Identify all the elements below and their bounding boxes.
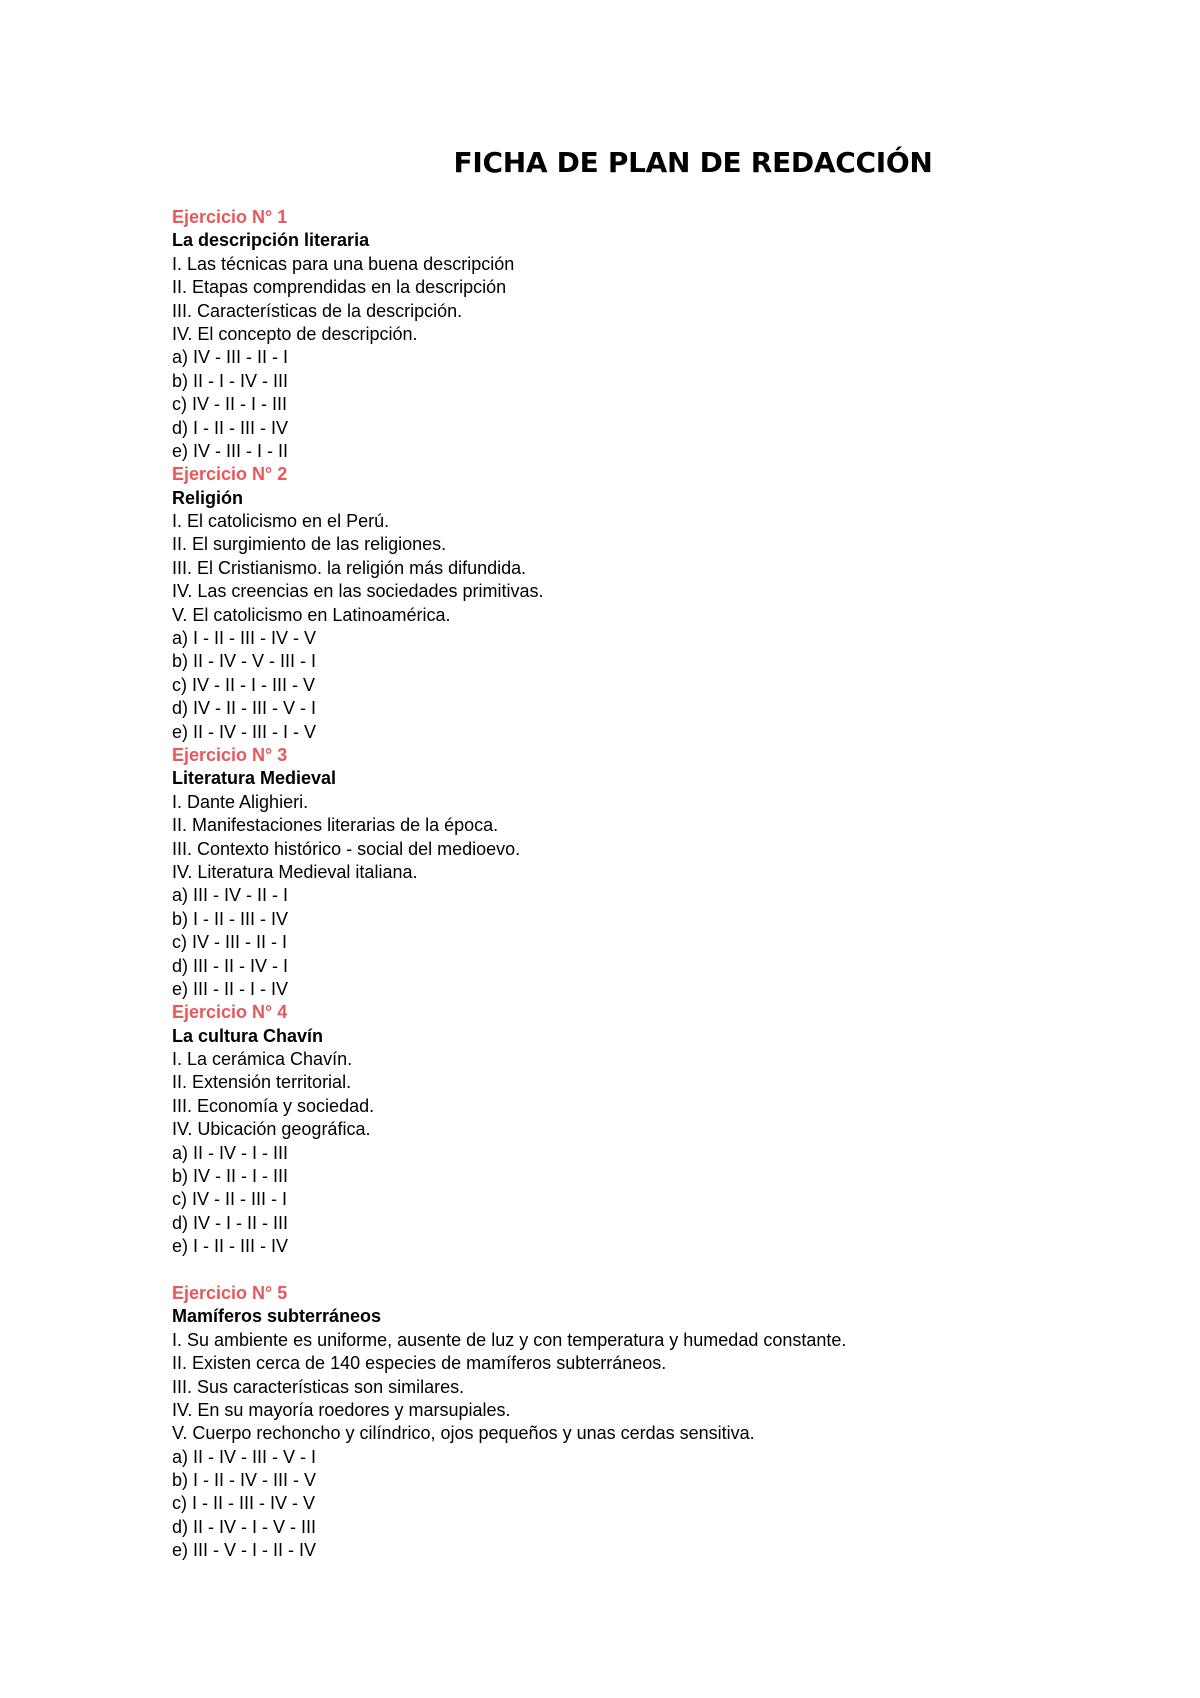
statement-line: I. La cerámica Chavín. <box>172 1049 353 1070</box>
statement-line: IV. En su mayoría roedores y marsupiales. <box>172 1399 511 1420</box>
answer-option: c) IV - II - I - III <box>172 394 287 415</box>
answer-option: d) IV - I - II - III <box>172 1212 289 1233</box>
statement-line: II. Etapas comprendidas en la descripción <box>172 277 507 298</box>
exercise-label: Ejercicio N° 3 <box>172 744 288 765</box>
answer-option: d) III - II - IV - I <box>172 955 289 976</box>
statement-line: V. Cuerpo rechoncho y cilíndrico, ojos pequeños y unas cerdas sensitiva. <box>172 1423 755 1444</box>
exercise-topic: La cultura Chavín <box>172 1025 324 1046</box>
answer-option: b) IV - II - I - III <box>172 1166 289 1187</box>
exercise-label: Ejercicio N° 2 <box>172 464 288 485</box>
exercise-block <box>172 206 1172 463</box>
statement-line: IV. Las creencias en las sociedades primitivas. <box>172 581 544 602</box>
exercise-block <box>172 463 1172 744</box>
answer-option: c) I - II - III - IV - V <box>172 1493 315 1514</box>
exercise-block <box>172 1001 1172 1258</box>
answer-option: a) II - IV - III - V - I <box>172 1446 317 1467</box>
answer-option: c) IV - II - III - I <box>172 1189 287 1210</box>
answer-option: e) III - II - I - IV <box>172 978 289 999</box>
answer-option: c) IV - II - I - III - V <box>172 674 315 695</box>
exercise-label: Ejercicio N° 4 <box>172 1002 288 1023</box>
answer-option: a) I - II - III - IV - V <box>172 628 317 649</box>
answer-option: a) III - IV - II - I <box>172 885 289 906</box>
blank-line <box>172 1259 1172 1282</box>
answer-option: e) IV - III - I - II <box>172 440 289 461</box>
exercise-topic: Mamíferos subterráneos <box>172 1306 382 1327</box>
statement-line: III. Características de la descripción. <box>172 300 463 321</box>
statement-line: III. Sus características son similares. <box>172 1376 465 1397</box>
exercise-block <box>172 744 1172 1001</box>
answer-option: d) II - IV - I - V - III <box>172 1516 317 1537</box>
exercise-topic: Literatura Medieval <box>172 768 337 789</box>
exercise-topic: La descripción literaria <box>172 230 370 251</box>
statement-line: II. Extensión territorial. <box>172 1072 352 1093</box>
answer-option: e) II - IV - III - I - V <box>172 721 317 742</box>
exercise-label: Ejercicio N° 5 <box>172 1282 288 1303</box>
statement-line: IV. Ubicación geográfica. <box>172 1119 371 1140</box>
exercise-label: Ejercicio N° 1 <box>172 207 288 227</box>
statement-line: I. Las técnicas para una buena descripción <box>172 253 515 274</box>
statement-line: III. Contexto histórico - social del medioevo. <box>172 838 521 859</box>
statement-line: I. Dante Alighieri. <box>172 791 309 812</box>
answer-option: c) IV - III - II - I <box>172 932 287 953</box>
answer-option: d) I - II - III - IV <box>172 417 289 438</box>
statement-line: IV. Literatura Medieval italiana. <box>172 861 418 882</box>
exercise-block <box>172 1259 1172 1563</box>
statement-line: I. Su ambiente es uniforme, ausente de luz y con temperatura y humedad constante. <box>172 1329 847 1350</box>
answer-option: a) II - IV - I - III <box>172 1142 289 1163</box>
answer-option: b) II - IV - V - III - I <box>172 651 317 672</box>
answer-option: b) I - II - IV - III - V <box>172 1470 317 1491</box>
statement-line: I. El catolicismo en el Perú. <box>172 511 390 532</box>
exercise-list <box>172 206 1172 1563</box>
statement-line: II. Existen cerca de 140 especies de mamíferos subterráneos. <box>172 1353 667 1374</box>
statement-line: II. Manifestaciones literarias de la época. <box>172 815 499 836</box>
answer-option: e) I - II - III - IV <box>172 1236 289 1257</box>
answer-option: d) IV - II - III - V - I <box>172 698 317 719</box>
answer-option: e) III - V - I - II - IV <box>172 1540 317 1561</box>
answer-option: a) IV - III - II - I <box>172 347 289 368</box>
statement-line: III. El Cristianismo. la religión más difundida. <box>172 557 527 578</box>
answer-option: b) II - I - IV - III <box>172 370 289 391</box>
statement-line: III. Economía y sociedad. <box>172 1095 375 1116</box>
statement-line: II. El surgimiento de las religiones. <box>172 534 447 555</box>
statement-line: IV. El concepto de descripción. <box>172 323 418 344</box>
exercise-topic: Religión <box>172 487 243 508</box>
answer-option: b) I - II - III - IV <box>172 908 289 929</box>
statement-line: V. El catolicismo en Latinoamérica. <box>172 604 451 625</box>
page-title: FICHA DE PLAN DE REDACCIÓN <box>453 146 933 179</box>
